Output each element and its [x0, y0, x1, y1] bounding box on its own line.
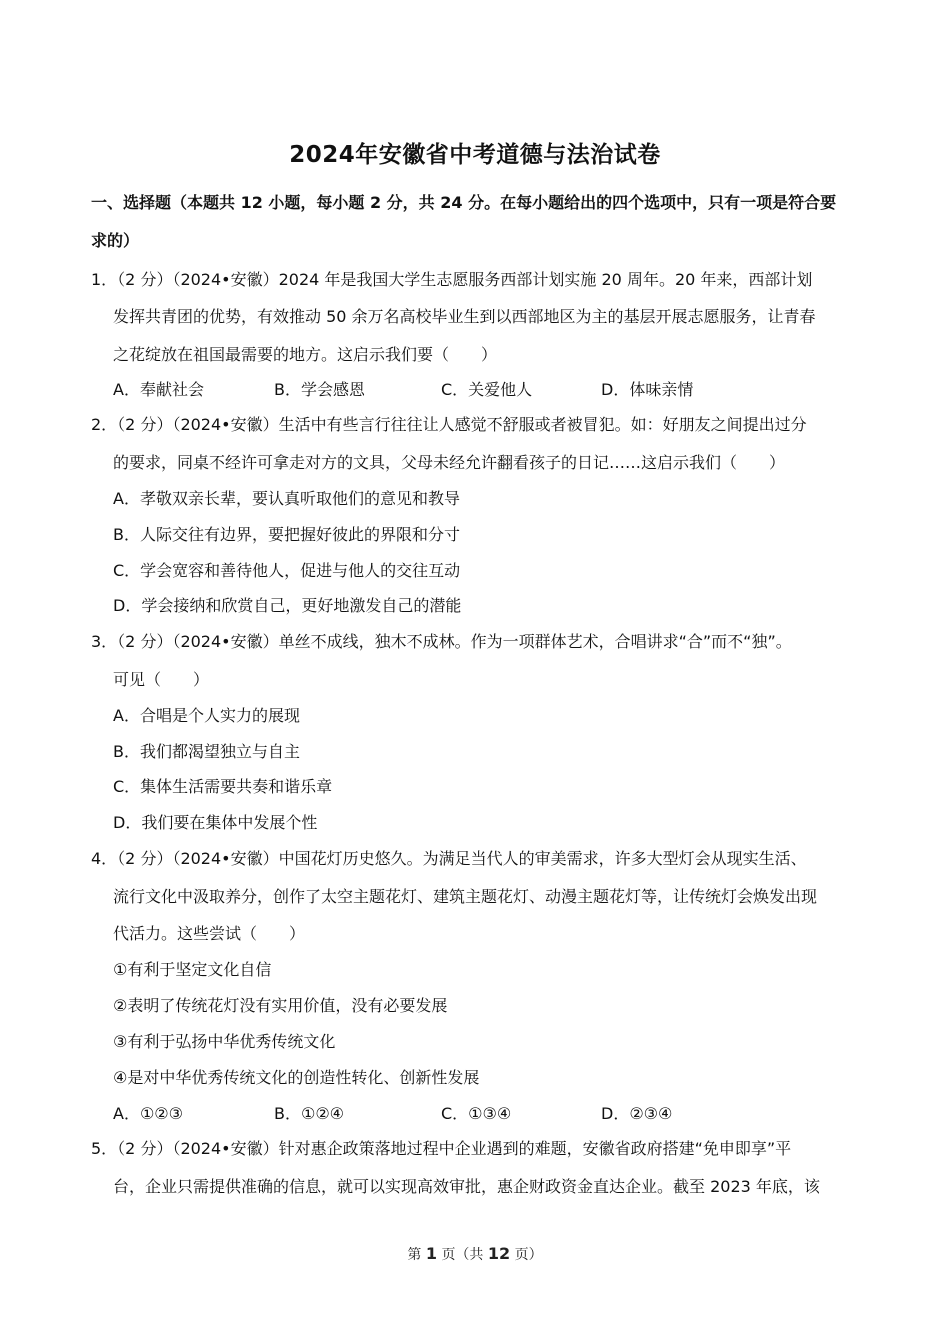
question-3-line-1: 3．（2 分）（2024•安徽）单丝不成线，独木不成林。作为一项群体艺术，合唱讲求“合”而不“独”。 — [91, 632, 792, 651]
question-2-line-1: 2．（2 分）（2024•安徽）生活中有些言行往往让人感觉不舒服或者被冒犯。如：好朋友之间提出过分 — [91, 415, 807, 434]
footer-suffix: 页） — [514, 1247, 543, 1263]
footer-prefix: 第 — [407, 1247, 422, 1263]
question-2-option-c: C．学会宽容和善待他人，促进与他人的交往互动 — [113, 561, 461, 580]
question-3-option-d: D．我们要在集体中发展个性 — [113, 813, 318, 832]
question-4-option-d: D．②③④ — [601, 1104, 673, 1123]
section-heading-line-2: 求的） — [91, 231, 140, 250]
question-1-line-3: 之花绽放在祖国最需要的地方。这启示我们要（ ） — [113, 345, 498, 364]
page-footer — [0, 1244, 950, 1264]
question-2-option-a: A．孝敬双亲长辈，要认真听取他们的意见和教导 — [113, 489, 460, 508]
question-1-option-a: A．奉献社会 — [113, 380, 204, 399]
question-4-line-3: 代活力。这些尝试（ ） — [113, 924, 306, 943]
question-1-line-2: 发挥共青团的优势，有效推动 50 余万名高校毕业生到以西部地区为主的基层开展志愿服务，让青春 — [113, 307, 816, 326]
question-4-line-2: 流行文化中汲取养分，创作了太空主题花灯、建筑主题花灯、动漫主题花灯等，让传统灯会焕发出现 — [113, 887, 818, 906]
question-4-line-1: 4．（2 分）（2024•安徽）中国花灯历史悠久。为满足当代人的审美需求，许多大型灯会从现实生活、 — [91, 849, 807, 868]
question-5-line-1: 5．（2 分）（2024•安徽）针对惠企政策落地过程中企业遇到的难题，安徽省政府搭建“免申即享”平 — [91, 1139, 792, 1158]
question-4-option-a: A．①②③ — [113, 1104, 183, 1123]
section-heading — [91, 184, 871, 260]
question-4-option-c: C．①③④ — [441, 1104, 512, 1123]
question-1-option-b: B．学会感恩 — [274, 380, 365, 399]
question-2-option-b: B．人际交往有边界，要把握好彼此的界限和分寸 — [113, 525, 460, 544]
question-3-option-a: A．合唱是个人实力的展现 — [113, 706, 300, 725]
footer-mid: 页（共 — [441, 1247, 484, 1263]
footer-page-number: 1 — [425, 1244, 437, 1263]
question-2-option-d: D．学会接纳和欣赏自己，更好地激发自己的潜能 — [113, 596, 462, 615]
question-1-option-d: D．体味亲情 — [601, 380, 694, 399]
section-heading-line-1: 一、选择题（本题共 12 小题，每小题 2 分，共 24 分。在每小题给出的四个选项中，只有一项是符合要 — [91, 193, 837, 212]
question-3-line-2: 可见（ ） — [113, 670, 210, 689]
question-5-line-2: 台，企业只需提供准确的信息，就可以实现高效审批，惠企财政资金直达企业。截至 2023 年底，该 — [113, 1177, 820, 1196]
question-4-option-b: B．①②④ — [274, 1104, 345, 1123]
question-4-statement-4: ④是对中华优秀传统文化的创造性转化、创新性发展 — [113, 1068, 480, 1087]
question-1-line-1: 1．（2 分）（2024•安徽）2024 年是我国大学生志愿服务西部计划实施 20 周年。20 年来，西部计划 — [91, 270, 813, 289]
question-4-statement-3: ③有利于弘扬中华优秀传统文化 — [113, 1032, 336, 1051]
page-title: 2024年安徽省中考道德与法治试卷 — [289, 142, 661, 168]
question-4-statement-2: ②表明了传统花灯没有实用价值，没有必要发展 — [113, 996, 448, 1015]
footer-total-pages: 12 — [487, 1244, 511, 1263]
question-3-option-c: C．集体生活需要共奏和谐乐章 — [113, 777, 333, 796]
question-4-statement-1: ①有利于坚定文化自信 — [113, 960, 272, 979]
question-3-option-b: B．我们都渴望独立与自主 — [113, 742, 300, 761]
question-2-line-2: 的要求，同桌不经许可拿走对方的文具，父母未经允许翻看孩子的日记……这启示我们（ ） — [113, 453, 786, 472]
question-1-option-c: C．关爱他人 — [441, 380, 533, 399]
